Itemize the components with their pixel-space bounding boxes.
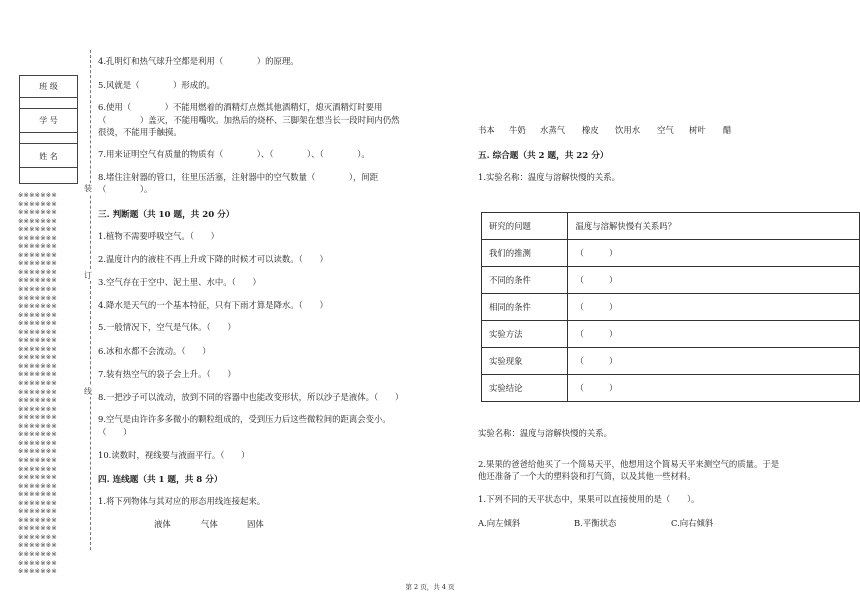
table-cell: 温度与溶解快慢有关系吗？ [568,213,860,240]
table-cell: 实验结论 [482,375,568,402]
section-5-heading: 五. 综合题（共 2 题，共 22 分） [478,151,609,161]
matching-question: 1.将下列物体与其对应的形态用线连接起来。 [98,496,266,506]
state-solid: 固体 [247,519,264,529]
page-footer: 第 2 页，共 4 页 [405,583,455,591]
object-book: 书本 [478,125,495,135]
question-6-line-2: （ ）盖灭，不能用嘴吹。加热后的烧杯、三脚架在想当长一段时间内仍然 [98,115,400,125]
judge-10: 10.读数时，视线要与液面平行。（ ） [98,450,250,460]
option-a: A.向左倾斜 [478,518,521,528]
table-cell: （ ） [568,375,860,402]
divider [20,132,77,133]
object-milk: 牛奶 [509,125,526,135]
judge-2: 2.温度计内的液柱不再上升或下降的时候才可以读数。（ ） [98,254,328,264]
cut-mark-bind: 装 [84,184,92,193]
judge-8: 8.一把沙子可以流动，放到不同的容器中也能改变形状，所以沙子是液体。（ ） [98,392,404,402]
judge-3: 3.空气存在于空中、泥土里、水中。（ ） [98,277,261,287]
experiment-table [481,212,860,402]
question-6-line-3: 很烫，不能用手触摸。 [98,127,182,137]
table-cell: （ ） [568,267,860,294]
table-row [482,321,860,348]
judge-7: 7.装有热空气的袋子会上升。（ ） [98,369,236,379]
table-cell: （ ） [568,348,860,375]
table-cell: （ ） [568,240,860,267]
judge-5: 5.一般情况下，空气是气体。（ ） [98,322,236,332]
divider [20,143,77,144]
table-cell: 实验方法 [482,321,568,348]
judge-1: 1.植物不需要呼吸空气。（ ） [98,231,220,241]
judge-9-line-1: 9.空气是由许许多多微小的颗粒组成的，受到压力后这些微粒间的距离会变小。 [98,414,391,424]
question-5: 5.风就是（ ）形成的。 [98,80,215,90]
table-row [482,375,860,402]
experiment-name: 1.实验名称：温度与溶解快慢的关系。 [478,172,620,182]
binding-line [90,50,91,550]
cut-mark-staple: 订 [84,271,92,280]
table-cell: （ ） [568,294,860,321]
option-b: B.平衡状态 [574,518,617,528]
object-vinegar: 醋 [723,125,732,135]
object-water: 饮用水 [615,125,641,135]
student-info-box [19,75,78,184]
question-4: 4.孔明灯和热气球升空都是利用（ ）的原理。 [98,56,299,66]
experiment-name-2: 实验名称：温度与溶解快慢的关系。 [478,428,612,438]
table-row [482,240,860,267]
question-2-sub: 1.下列不同的天平状态中，果果可以直接使用的是（ ）。 [478,494,700,504]
student-id-label: 学 号 [39,116,58,125]
object-eraser: 橡皮 [582,125,599,135]
decorative-pattern: ※※※※※※※ ※※※※※※※ ※※※※※※※ ※※※※※※※ ※※※※※※※ ※※※※※※※ ※※※※※※※ ※※※※※※※ ※※※※※※※ ※※※※※※※ ※※※※※※※ ※※※※※※※ ※※※※※※※ ※※※※※※※ ※※※※※※※ ※※※※※※※ ※※※※※※※ ※※※※※※※ ※※※※※※※ ※※※※※※※ ※※※※※※※ ※※※※※※※ ※※※※※※※ ※※※※※※※ ※※※※※※※ ※※※※※※※ ※※※※※※※ ※※※※※※※ ※※※※※※※ ※※※※※※※ ※※※※※※※ ※※※※※※※ ※※※※※※※ ※※※※※※※ ※※※※※※※ ※※※※※※※ ※※※※※※※ ※※※※※※※ ※※※※※※※ ※※※※※※※ ※※※※※※※ ※※※※※※※ ※※※※※※※ ※※※※※※※ ※※※※※※※ [18,191,57,576]
object-leaf: 树叶 [689,125,706,135]
table-row [482,267,860,294]
section-4-heading: 四. 连线题（共 1 题，共 8 分） [98,475,223,485]
question-8-line-1: 8.堵住注射器的管口，往里压活塞，注射器中的空气数量（ ），间距 [98,172,379,182]
object-air: 空气 [657,125,674,135]
table-cell: （ ） [568,321,860,348]
table-row [482,294,860,321]
table-cell: 研究的问题 [482,213,568,240]
table-cell: 我们的推测 [482,240,568,267]
table-row [482,348,860,375]
divider [20,108,77,109]
question-2-line-1: 2.果果的爸爸给他买了一个简易天平，他想用这个简易天平来测空气的质量。于是 [478,459,780,469]
judge-4: 4.降水是天气的一个基本特征，只有下雨才算是降水。（ ） [98,300,328,310]
table-cell: 不同的条件 [482,267,568,294]
divider [20,97,77,98]
section-3-heading: 三. 判断题（共 10 题，共 20 分） [98,210,235,220]
judge-9-line-2: （ ） [98,427,132,437]
table-row [482,213,860,240]
question-8-line-2: （ ）。 [98,184,153,194]
question-7: 7.用来证明空气有质量的物质有（ ）、（ ）、（ ）。 [98,149,370,159]
divider [20,167,77,168]
cut-mark-line: 线 [84,387,92,396]
table-cell: 相同的条件 [482,294,568,321]
judge-6: 6.冰和水都不会流动。（ ） [98,346,211,356]
table-cell: 实验现象 [482,348,568,375]
state-gas: 气体 [201,519,218,529]
question-2-line-2: 他还准备了一个大的塑料袋和打气筒，以及其他一些材料。 [478,471,696,481]
name-label: 姓 名 [39,152,58,161]
state-liquid: 液体 [154,519,171,529]
class-label: 班 级 [39,82,58,91]
option-c: C.向右倾斜 [671,518,714,528]
question-6-line-1: 6.使用（ ）不能用燃着的酒精灯点燃其他酒精灯，熄灭酒精灯时要用 [98,102,383,112]
object-steam: 水蒸气 [540,125,566,135]
